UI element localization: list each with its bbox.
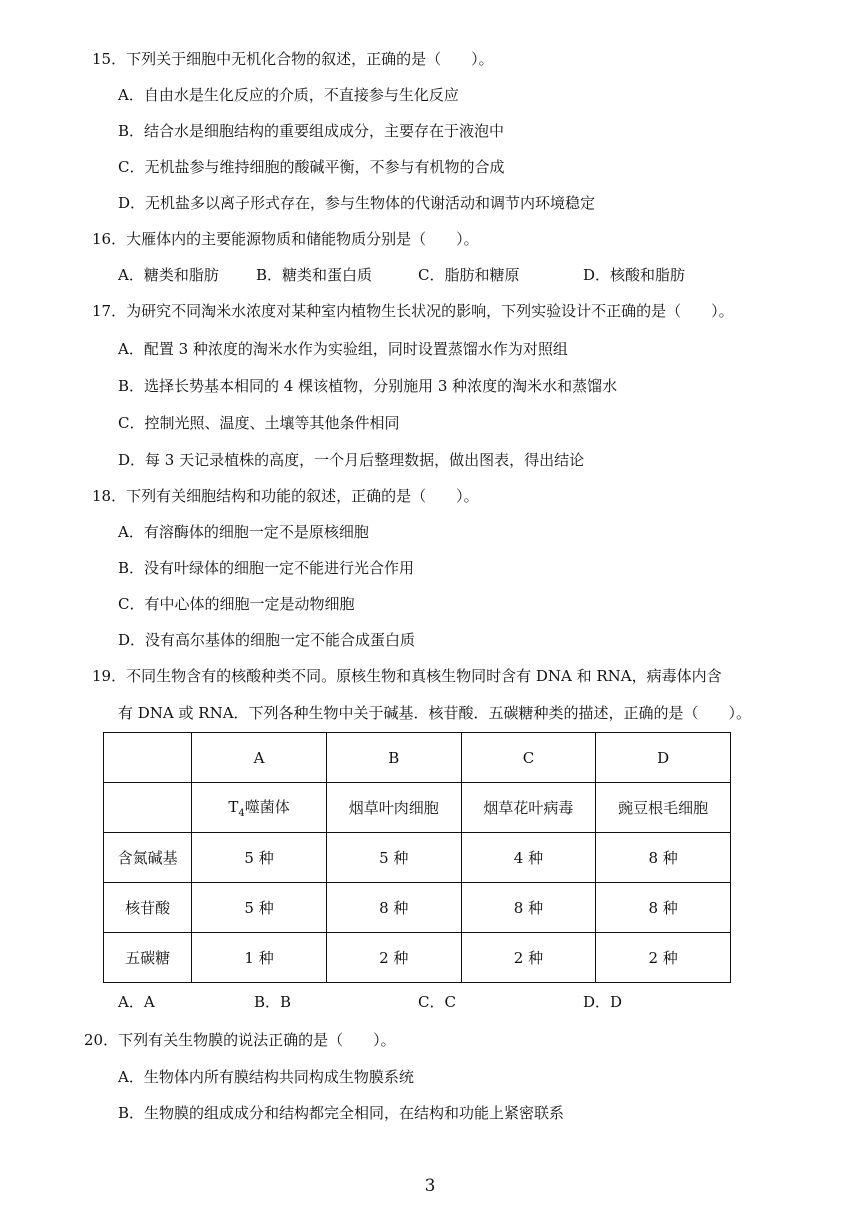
table-organism-cell: 豌豆根毛细胞 (596, 783, 731, 833)
table-row-label: 核苷酸 (104, 883, 192, 933)
question-17-stem: 17．为研究不同淘米水浓度对某种室内植物生长状况的影响，下列实验设计不正确的是（ ）。 (92, 302, 734, 320)
question-18-option-c: C．有中心体的细胞一定是动物细胞 (118, 595, 355, 613)
table-cell: 1 种 (192, 933, 327, 983)
question-19-option-b: B．B (254, 993, 292, 1011)
question-18-option-a: A．有溶酶体的细胞一定不是原核细胞 (118, 523, 369, 541)
table-cell: 2 种 (326, 933, 461, 983)
question-17-option-b: B．选择长势基本相同的 4 棵该植物，分别施用 3 种浓度的淘米水和蒸馏水 (118, 377, 618, 395)
table-cell: 8 种 (326, 883, 461, 933)
question-19-option-d: D．D (583, 993, 623, 1011)
question-16-stem: 16．大雁体内的主要能源物质和储能物质分别是（ ）。 (92, 230, 479, 248)
question-20-option-b: B．生物膜的组成成分和结构都完全相同，在结构和功能上紧密联系 (118, 1104, 565, 1122)
question-16-option-d: D．核酸和脂肪 (583, 266, 686, 284)
table-organism-cell: 烟草花叶病毒 (461, 783, 596, 833)
table-cell: 8 种 (596, 883, 731, 933)
question-18-option-b: B．没有叶绿体的细胞一定不能进行光合作用 (118, 559, 415, 577)
question-20-stem: 20．下列有关生物膜的说法正确的是（ ）。 (84, 1031, 396, 1049)
table-cell: 2 种 (596, 933, 731, 983)
table-cell: 2 种 (461, 933, 596, 983)
table-row (104, 833, 731, 883)
organism-subscript: 4 (238, 808, 245, 819)
table-organism-cell: 烟草叶肉细胞 (326, 783, 461, 833)
organism-name: 噬菌体 (244, 798, 290, 816)
table-row (104, 933, 731, 983)
question-15-option-a: A．自由水是生化反应的介质，不直接参与生化反应 (118, 86, 459, 104)
question-20-option-a: A．生物体内所有膜结构共同构成生物膜系统 (118, 1068, 414, 1086)
question-15-option-b: B．结合水是细胞结构的重要组成成分，主要存在于液泡中 (118, 122, 505, 140)
question-18-stem: 18．下列有关细胞结构和功能的叙述，正确的是（ ）。 (92, 487, 479, 505)
table-cell: 4 种 (461, 833, 596, 883)
question-15-option-c: C．无机盐参与维持细胞的酸碱平衡，不参与有机物的合成 (118, 158, 505, 176)
table-col-letter: C (461, 733, 596, 783)
question-16-option-a: A．糖类和脂肪 (118, 266, 219, 284)
table-cell: 8 种 (461, 883, 596, 933)
table-row (104, 783, 731, 833)
page-number: 3 (424, 1176, 436, 1196)
question-18-option-d: D．没有高尔基体的细胞一定不能合成蛋白质 (118, 631, 416, 649)
table-cell: 8 种 (596, 833, 731, 883)
table-cell: 5 种 (192, 883, 327, 933)
table-row (104, 733, 731, 783)
question-15-option-d: D．无机盐多以离子形式存在，参与生物体的代谢活动和调节内环境稳定 (118, 194, 596, 212)
table-row (104, 883, 731, 933)
table-col-letter: A (192, 733, 327, 783)
table-organism-cell (192, 783, 327, 833)
table-blank-cell (104, 783, 192, 833)
table-row-label: 五碳糖 (104, 933, 192, 983)
organism-prefix: T (228, 798, 239, 816)
table-corner-cell (104, 733, 192, 783)
question-17-option-a: A．配置 3 种浓度的淘米水作为实验组，同时设置蒸馏水作为对照组 (118, 340, 568, 358)
table-row-label: 含氮碱基 (104, 833, 192, 883)
question-16-option-c: C．脂肪和糖原 (418, 266, 520, 284)
question-17-option-d: D．每 3 天记录植株的高度，一个月后整理数据，做出图表，得出结论 (118, 451, 585, 469)
question-17-option-c: C．控制光照、温度、土壤等其他条件相同 (118, 414, 400, 432)
question-19-stem-line2: 有 DNA 或 RNA．下列各种生物中关于碱基．核苷酸．五碳糖种类的描述，正确的是（ ）。 (118, 704, 752, 722)
question-19-option-a: A．A (118, 993, 155, 1011)
question-19-option-c: C．C (418, 993, 456, 1011)
question-16-option-b: B．糖类和蛋白质 (256, 266, 373, 284)
question-19-table (103, 732, 731, 983)
question-15-stem: 15．下列关于细胞中无机化合物的叙述，正确的是（ ）。 (92, 50, 494, 68)
table-col-letter: D (596, 733, 731, 783)
table-cell: 5 种 (326, 833, 461, 883)
table-cell: 5 种 (192, 833, 327, 883)
question-19-stem-line1: 19．不同生物含有的核酸种类不同。原核生物和真核生物同时含有 DNA 和 RNA，病毒体内含 (92, 667, 722, 685)
table-col-letter: B (326, 733, 461, 783)
